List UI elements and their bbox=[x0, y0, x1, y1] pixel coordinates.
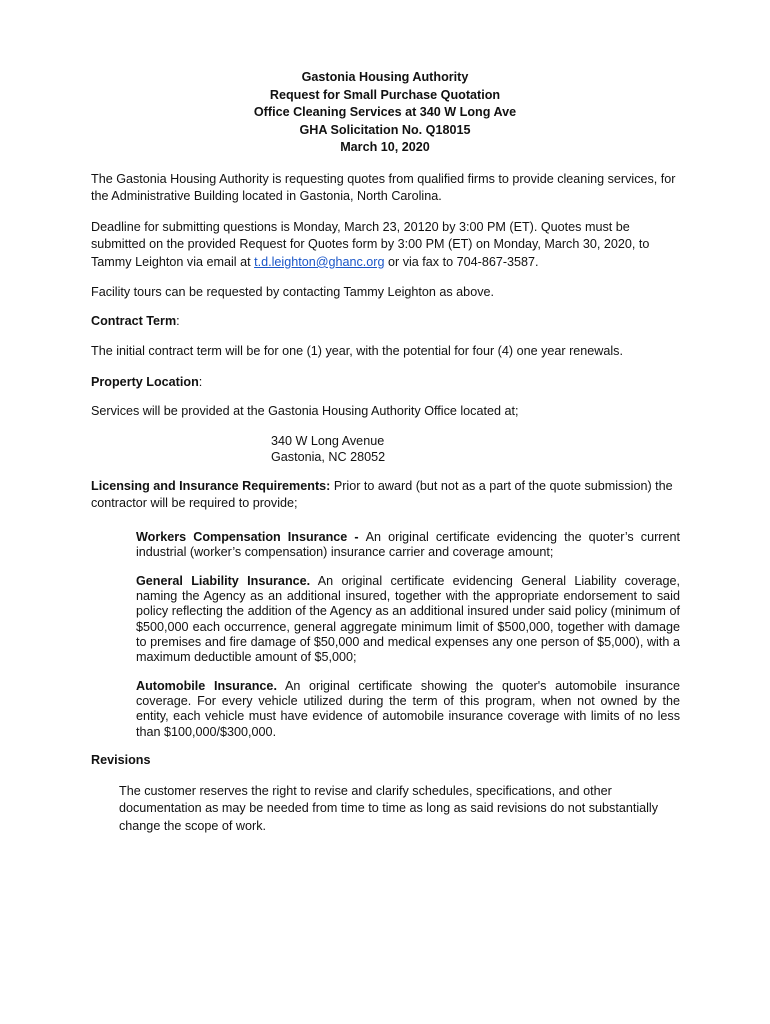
tours-paragraph: Facility tours can be requested by contacting Tammy Leighton as above. bbox=[91, 285, 494, 299]
address-street: 340 W Long Avenue bbox=[271, 434, 385, 448]
email-link[interactable]: t.d.leighton@ghanc.org bbox=[254, 254, 385, 269]
contract-term-heading-line bbox=[91, 313, 681, 330]
property-address bbox=[271, 434, 385, 465]
automobile-paragraph bbox=[136, 679, 680, 740]
deadline-text: Deadline for submitting questions is Monday, March 23, 20120 by 3:00 PM (ET). Quotes must be submitted on the provided Request for Quotes form by 3:00 PM (ET) on Monday, March 30, 2020, to Tammy Leighton via email at bbox=[91, 220, 650, 269]
property-location-heading: Property Location bbox=[91, 375, 199, 389]
workers-comp-paragraph bbox=[136, 530, 680, 560]
automobile-text: An original certificate showing the quoter's automobile insurance coverage. For every vehicle utilized during the term of this program, when not owned by the entity, each vehicle must have evidence of automobile insurance coverage with limits of no less than $100,000/$300,000. bbox=[136, 679, 680, 739]
property-location-heading-line bbox=[91, 374, 681, 391]
contract-term-text: The initial contract term will be for one (1) year, with the potential for four (4) one year renewals. bbox=[91, 344, 623, 358]
deadline-paragraph bbox=[91, 219, 681, 271]
contract-term-heading: Contract Term bbox=[91, 314, 177, 328]
deadline-fax-text: or via fax to 704-867-3587. bbox=[384, 254, 539, 269]
revisions-text: The customer reserves the right to revise and clarify schedules, specifications, and other documentation as may be needed from time to time as long as said revisions do not substantially change the scope of work. bbox=[119, 784, 659, 833]
revisions-heading: Revisions bbox=[91, 753, 151, 767]
contract-term-colon: : bbox=[176, 314, 180, 328]
header-subject: Office Cleaning Services at 340 W Long Ave bbox=[253, 105, 517, 120]
intro-paragraph: The Gastonia Housing Authority is requesting quotes from qualified firms to provide cleaning services, for the Administrative Building located in Gastonia, North Carolina. bbox=[91, 172, 676, 204]
general-liability-heading: General Liability Insurance. bbox=[136, 574, 311, 588]
licensing-text: Prior to award (but not as a part of the quote submission) the contractor will be required to provide; bbox=[91, 479, 673, 511]
automobile-heading: Automobile Insurance. bbox=[136, 679, 277, 693]
property-location-text: Services will be provided at the Gastonia Housing Authority Office located at; bbox=[91, 404, 519, 418]
header-solicitation-number: GHA Solicitation No. Q18015 bbox=[299, 122, 471, 137]
header-org: Gastonia Housing Authority bbox=[301, 70, 469, 84]
address-city: Gastonia, NC 28052 bbox=[271, 449, 386, 464]
header-request-type: Request for Small Purchase Quotation bbox=[269, 87, 501, 102]
general-liability-text: An original certificate evidencing General Liability coverage, naming the Agency as an additional insured, together with the appropriate endorsement to said policy reflecting the addition of the Agency as an additional insured under said policy (minimum of $500,000 each occurrence, general aggregate minimum limit of $500,000, together with damage to premises and fire damage of $50,000 and medical expenses any one person of $5,000), with a maximum deductible amount of $5,000; bbox=[136, 574, 680, 665]
workers-comp-heading: Workers Compensation Insurance - bbox=[136, 530, 366, 544]
licensing-paragraph bbox=[91, 478, 681, 513]
workers-comp-text: An original certificate evidencing the quoter’s current industrial (worker’s compensation) insurance carrier and coverage amount; bbox=[136, 530, 681, 560]
property-location-colon: : bbox=[198, 375, 203, 389]
document-header bbox=[0, 69, 770, 157]
header-date: March 10, 2020 bbox=[340, 140, 430, 155]
general-liability-paragraph bbox=[136, 574, 680, 665]
licensing-heading: Licensing and Insurance Requirements: bbox=[91, 479, 331, 493]
